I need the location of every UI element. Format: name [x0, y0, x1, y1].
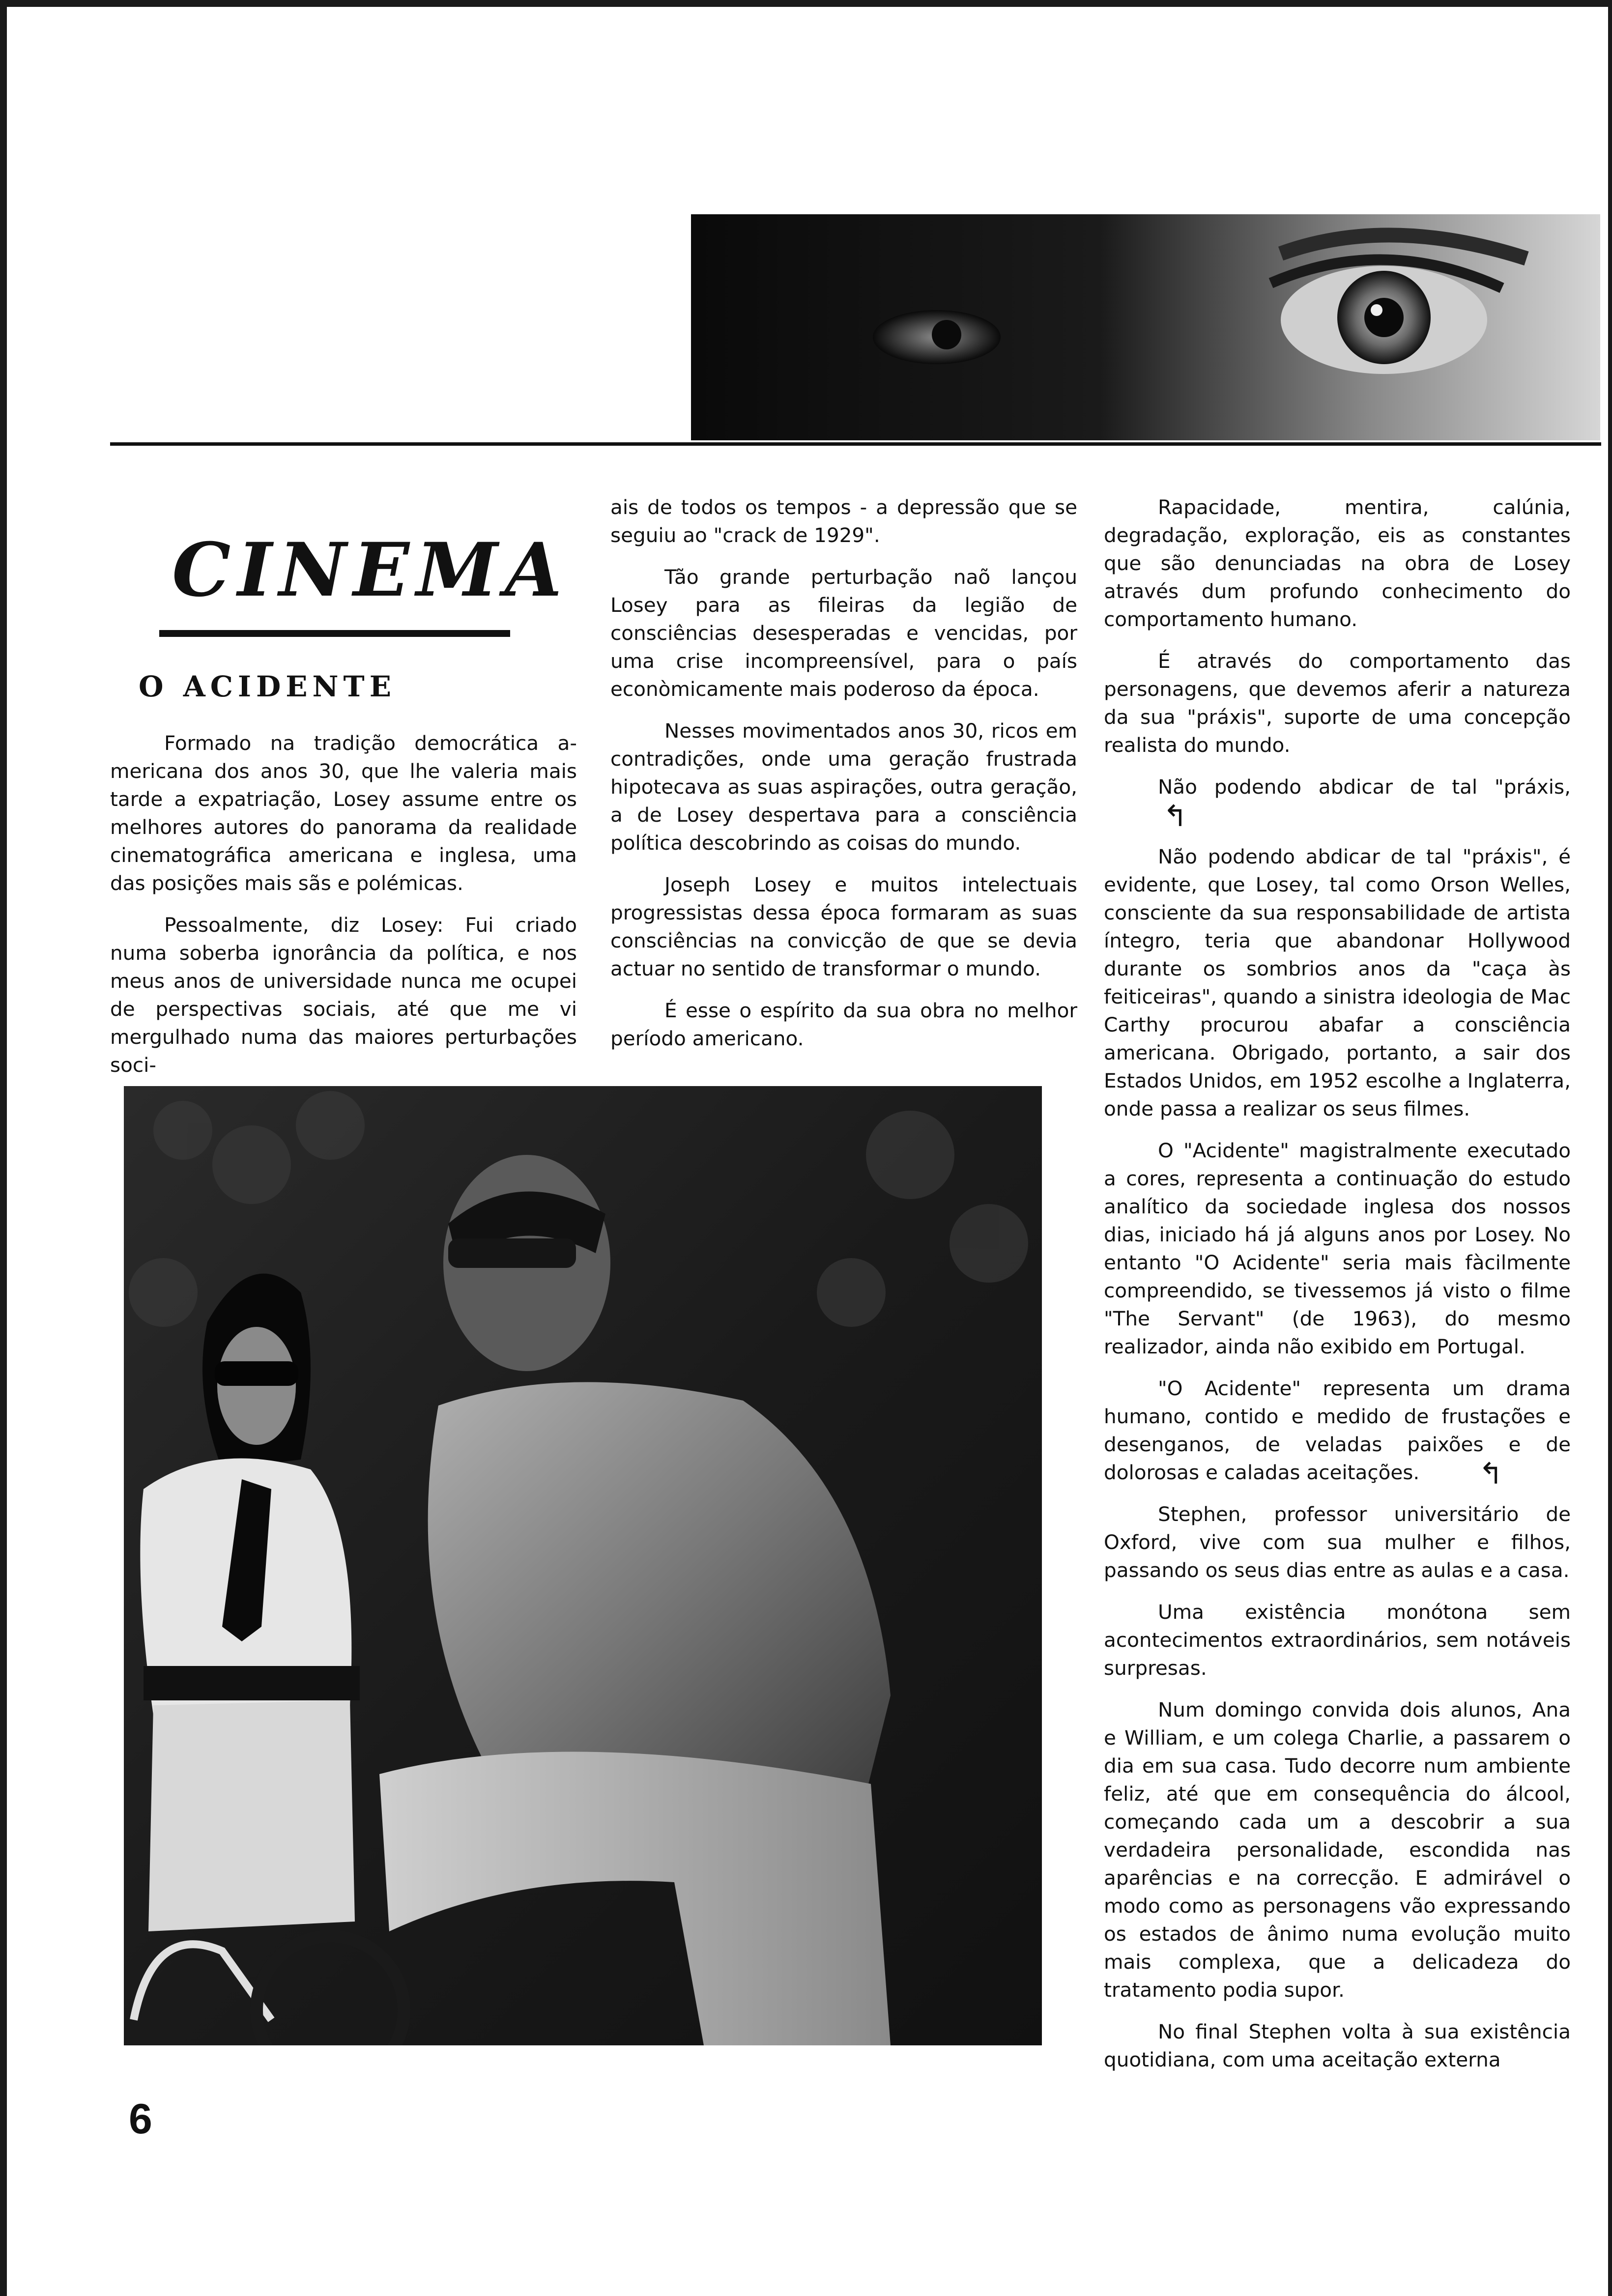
paragraph: ais de todos os tempos - a depressão que se seguiu ao "crack de 1929".: [610, 495, 1077, 547]
paragraph: É esse o espírito da sua obra no melhor período americano.: [610, 999, 1077, 1050]
article-title: O ACIDENTE: [139, 670, 396, 703]
paragraph: Formado na tradição democrática a-mericana dos anos 30, que lhe valeria mais tarde a expatriação, Losey assume entre os melhores autores do panorama da realidade cinematográfica americana e inglesa, uma das posições mais sãs e polémicas.: [110, 731, 577, 895]
text-column-1: [110, 729, 577, 1093]
paragraph: No final Stephen volta à sua existência quotidiana, com uma aceitação externa: [1104, 2020, 1571, 2071]
page-border-left: [0, 0, 7, 2296]
page-border-top: [0, 0, 1612, 7]
paragraph: Num domingo convida dois alunos, Ana e William, e um colega Charlie, a passarem o dia em sua casa. Tudo decorre num ambiente feliz, até que em consequência do álcool, começando cada um a descobrir a sua verdadeira personalidade, escondida nas aparências e na correcção. E admirável o modo como as personagens vão expressando os estados de ânimo numa evolução muito mais complexa, que a delicadeza do tratamento podia supor.: [1104, 1698, 1571, 2002]
paragraph: Rapacidade, mentira, calúnia, degradação, exploração, eis as constantes que são denunciadas na obra de Losey através dum profundo conhecimento do comportamento humano.: [1104, 495, 1571, 631]
correction-mark-icon: ↰: [1163, 799, 1188, 833]
eyes-photo: [691, 214, 1600, 440]
header-rule: [110, 442, 1601, 446]
title-underline: [159, 630, 510, 637]
film-still-photo: [124, 1086, 1042, 2045]
paragraph: Stephen, professor universitário de Oxford, vive com sua mulher e filhos, passando os seus dias entre as aulas e a casa.: [1104, 1502, 1571, 1582]
paragraph: Não podendo abdicar de tal "práxis", é evidente, que Losey, tal como Orson Welles, consciente da sua responsabilidade de artista íntegro, teria que abandonar Hollywood durante os sombrios anos da "caça às feiticeiras", quando a sinistra ideologia de Mac Carthy procurou abafar a consciência americana. Obrigado, portanto, a sair dos Estados Unidos, em 1952 escolhe a Inglaterra, onde passa a realizar os seus filmes.: [1104, 845, 1571, 1120]
page-number: 6: [129, 2095, 152, 2143]
paragraph: É através do comportamento das personagens, que devemos aferir a natureza da sua "práxis", suporte de uma concepção realista do mundo.: [1104, 649, 1571, 757]
paragraph: Joseph Losey e muitos intelectuais progressistas dessa época formaram as suas consciências na convicção de que se devia actuar no sentido de transformar o mundo.: [610, 873, 1077, 980]
paragraph: Pessoalmente, diz Losey: Fui criado numa soberba ignorância da política, e nos meus anos de universidade nunca me ocupei de perspectivas sociais, até que me vi mergulhado numa das maiores perturbações soci-: [110, 913, 577, 1077]
paragraph: Tão grande perturbação naõ lançou Losey para as fileiras da legião de consciências desesperadas e vencidas, por uma crise incompreensível, para o país econòmicamente mais poderoso da época.: [610, 565, 1077, 701]
page-border-right: [1608, 0, 1612, 2296]
paragraph: O "Acidente" magistralmente executado a cores, representa a continuação do estudo analítico da sociedade inglesa dos nossos dias, iniciado há já alguns anos por Losey. No entanto "O Acidente" seria mais fàcilmente compreendido, se tivessemos já visto o filme "The Servant" (de 1963), do mesmo realizador, ainda não exibido em Portugal.: [1104, 1139, 1571, 1358]
correction-mark-icon: ↰: [1478, 1457, 1503, 1491]
paragraph: [1104, 1375, 1571, 1491]
paragraph-text: Não podendo abdicar de tal "práxis,: [1158, 775, 1571, 799]
paragraph: [1104, 773, 1571, 833]
paragraph-text: "O Acidente" representa um drama humano, contido e medido de frustações e desenganos, de veladas paixões e de dolorosas e caladas aceitações.: [1104, 1377, 1571, 1484]
paragraph: Uma existência monótona sem acontecimentos extraordinários, sem notáveis surpresas.: [1104, 1600, 1571, 1680]
text-column-3: [1104, 493, 1571, 2088]
text-column-2: [610, 493, 1077, 1066]
section-title: CINEMA: [172, 527, 569, 613]
paragraph: Nesses movimentados anos 30, ricos em contradições, onde uma geração frustrada hipotecava as suas aspirações, outra geração, a de Losey despertava para a consciência política descobrindo as coisas do mundo.: [610, 719, 1077, 855]
